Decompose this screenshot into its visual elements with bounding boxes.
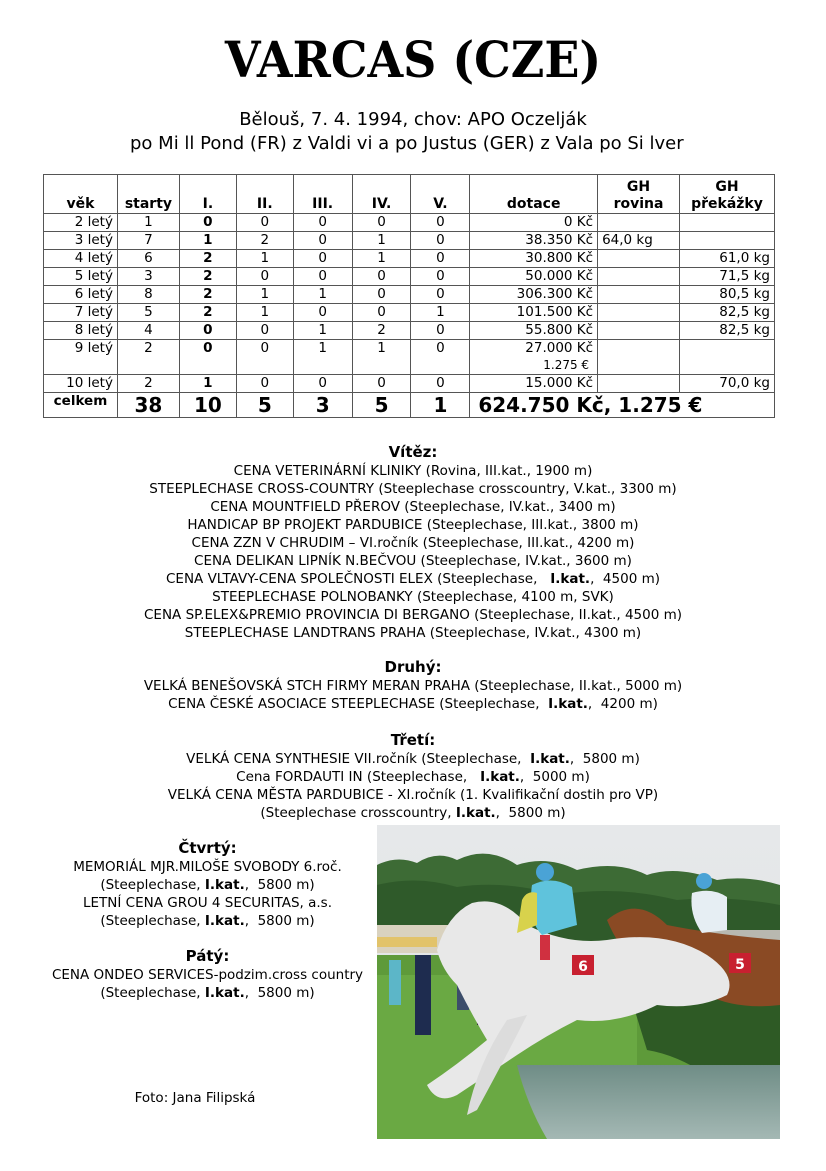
table-row xyxy=(44,340,775,375)
fourth-list xyxy=(45,858,370,930)
gh-label: GH xyxy=(626,179,651,195)
gh-flat-cell xyxy=(598,340,680,375)
prize-value-eur: 1.275 € xyxy=(543,358,590,372)
race-distance-text: , 5800 m) xyxy=(244,913,315,929)
gh-flat-cell: 64,0 kg xyxy=(598,232,680,250)
race-distance-text: , 4200 m) xyxy=(587,696,658,712)
first-place-cell: 0 xyxy=(179,340,236,375)
race-statistics-table xyxy=(43,174,775,418)
first-place-cell: 0 xyxy=(179,214,236,232)
gh-jump-cell: 71,5 kg xyxy=(679,268,774,286)
gh-jump-cell xyxy=(679,340,774,375)
col-header-fifth: V. xyxy=(411,175,470,214)
winner-list xyxy=(0,462,826,642)
col-header-gh-jump xyxy=(679,175,774,214)
third-place-section xyxy=(0,730,826,822)
race-category-bold: I.kat. xyxy=(204,985,245,1001)
prize-value: 0 Kč xyxy=(563,214,594,230)
total-first: 10 xyxy=(179,393,236,418)
gh-flat-cell xyxy=(598,286,680,304)
prize-cell xyxy=(470,214,598,232)
col-header-third: III. xyxy=(293,175,352,214)
gh-flat-cell xyxy=(598,250,680,268)
age-cell: 2 letý xyxy=(44,214,118,232)
third-place-cell: 0 xyxy=(293,250,352,268)
first-place-cell: 1 xyxy=(179,232,236,250)
race-category-bold: I.kat. xyxy=(204,877,245,893)
starts-cell: 6 xyxy=(117,250,179,268)
table-header-row xyxy=(44,175,775,214)
prize-value: 27.000 Kč xyxy=(525,340,594,356)
winner-heading: Vítěz: xyxy=(388,443,438,461)
total-fourth: 5 xyxy=(352,393,411,418)
race-result-line xyxy=(45,984,370,1002)
race-result-line: CENA DELIKAN LIPNÍK N.BEČVOU (Steeplechase, IV.kat., 3600 m) xyxy=(194,553,632,569)
fourth-place-cell: 1 xyxy=(352,250,411,268)
fifth-place-cell: 0 xyxy=(411,268,470,286)
second-place-cell: 0 xyxy=(236,340,293,375)
race-result-line: VELKÁ CENA MĚSTA PARDUBICE - XI.ročník (1. Kvalifikační dostih pro VP) xyxy=(167,787,659,803)
gh-flat-label: rovina xyxy=(613,196,664,212)
age-cell: 6 letý xyxy=(44,286,118,304)
fourth-heading: Čtvrtý: xyxy=(178,839,237,857)
fifth-place-section xyxy=(45,946,370,1002)
race-result-line: STEEPLECHASE CROSS-COUNTRY (Steeplechase crosscountry, V.kat., 3300 m) xyxy=(149,481,677,497)
prize-value: 30.800 Kč xyxy=(525,250,594,266)
starts-cell: 4 xyxy=(117,322,179,340)
race-result-line: LETNÍ CENA GROU 4 SECURITAS, a.s. xyxy=(82,895,332,911)
race-result-line xyxy=(0,750,826,768)
third-heading: Třetí: xyxy=(390,731,436,749)
second-place-cell: 0 xyxy=(236,322,293,340)
horse-info-line: Bělouš, 7. 4. 1994, chov: APO Oczelják xyxy=(239,109,587,130)
race-result-line: VELKÁ BENEŠOVSKÁ STCH FIRMY MERAN PRAHA (Steeplechase, II.kat., 5000 m) xyxy=(143,678,683,694)
race-result-line: CENA MOUNTFIELD PŘEROV (Steeplechase, IV.kat., 3400 m) xyxy=(210,499,616,515)
race-category-bold: I.kat. xyxy=(455,805,496,821)
gh-flat-cell xyxy=(598,268,680,286)
col-header-second: II. xyxy=(236,175,293,214)
table-row xyxy=(44,232,775,250)
race-result-line xyxy=(0,695,826,713)
second-place-cell: 2 xyxy=(236,232,293,250)
race-name-text: (Steeplechase, xyxy=(100,877,205,893)
table-row xyxy=(44,375,775,393)
gh-label: GH xyxy=(715,179,739,195)
col-header-starts: starty xyxy=(117,175,179,214)
second-place-cell: 1 xyxy=(236,286,293,304)
race-result-line: CENA ZZN V CHRUDIM – VI.ročník (Steeplechase, III.kat., 4200 m) xyxy=(191,535,635,551)
gh-flat-cell xyxy=(598,304,680,322)
race-distance-text: , 4500 m) xyxy=(590,571,661,587)
prize-cell xyxy=(470,232,598,250)
prize-value: 15.000 Kč xyxy=(525,375,594,391)
fifth-place-cell: 0 xyxy=(411,250,470,268)
gh-flat-cell xyxy=(598,214,680,232)
winner-section xyxy=(0,442,826,642)
first-place-cell: 2 xyxy=(179,286,236,304)
col-header-gh-flat xyxy=(598,175,680,214)
third-place-cell: 0 xyxy=(293,232,352,250)
saddle-number-6: 6 xyxy=(578,959,588,975)
fourth-place-cell: 1 xyxy=(352,340,411,375)
total-label: celkem xyxy=(44,393,118,418)
race-result-line: CENA SP.ELEX&PREMIO PROVINCIA DI BERGANO (Steeplechase, II.kat., 4500 m) xyxy=(143,607,683,623)
prize-cell xyxy=(470,268,598,286)
gh-flat-cell xyxy=(598,375,680,393)
starts-cell: 5 xyxy=(117,304,179,322)
total-fifth: 1 xyxy=(411,393,470,418)
fourth-place-cell: 2 xyxy=(352,322,411,340)
table-row xyxy=(44,214,775,232)
horse-name-title: VARCAS (CZE) xyxy=(224,30,602,89)
race-category-bold: I.kat. xyxy=(530,751,570,767)
race-name-text: CENA ČESKÉ ASOCIACE STEEPLECHASE (Steeplechase, xyxy=(168,696,549,712)
col-header-prize: dotace xyxy=(470,175,598,214)
third-place-cell: 1 xyxy=(293,340,352,375)
race-result-line xyxy=(45,876,370,894)
race-distance-text: , 5800 m) xyxy=(569,751,640,767)
race-category-bold: I.kat. xyxy=(204,913,245,929)
race-result-line: MEMORIÁL MJR.MILOŠE SVOBODY 6.roč. xyxy=(73,859,342,875)
col-header-fourth: IV. xyxy=(352,175,411,214)
prize-value: 50.000 Kč xyxy=(525,268,594,284)
fifth-place-cell: 0 xyxy=(411,232,470,250)
fifth-place-cell: 0 xyxy=(411,322,470,340)
fifth-list xyxy=(45,966,370,1002)
prize-cell xyxy=(470,250,598,268)
race-category-bold: I.kat. xyxy=(548,696,588,712)
fourth-place-cell: 0 xyxy=(352,304,411,322)
race-result-line xyxy=(0,570,826,588)
age-cell: 8 letý xyxy=(44,322,118,340)
third-place-cell: 0 xyxy=(293,268,352,286)
starts-cell: 2 xyxy=(117,340,179,375)
third-list xyxy=(0,750,826,822)
race-result-line xyxy=(0,768,826,786)
fourth-place-cell: 1 xyxy=(352,232,411,250)
prize-cell xyxy=(470,375,598,393)
race-distance-text: , 5000 m) xyxy=(519,769,590,785)
race-result-line xyxy=(0,804,826,822)
fourth-place-section xyxy=(45,838,370,930)
second-place-cell: 0 xyxy=(236,214,293,232)
table-row xyxy=(44,304,775,322)
race-name-text: (Steeplechase, xyxy=(100,913,205,929)
fourth-place-cell: 0 xyxy=(352,268,411,286)
race-result-line: CENA ONDEO SERVICES-podzim.cross country xyxy=(51,967,364,983)
gh-jump-cell: 70,0 kg xyxy=(679,375,774,393)
starts-cell: 2 xyxy=(117,375,179,393)
age-cell: 5 letý xyxy=(44,268,118,286)
race-result-line: CENA VETERINÁRNÍ KLINIKY (Rovina, III.kat., 1900 m) xyxy=(233,463,593,479)
first-place-cell: 2 xyxy=(179,304,236,322)
prize-cell xyxy=(470,304,598,322)
fifth-place-cell: 0 xyxy=(411,340,470,375)
gh-jump-label: překážky xyxy=(691,196,763,212)
prize-cell xyxy=(470,322,598,340)
second-list xyxy=(0,677,826,713)
prize-value: 101.500 Kč xyxy=(516,304,594,320)
second-place-cell: 0 xyxy=(236,268,293,286)
race-name-text: Cena FORDAUTI IN (Steeplechase, xyxy=(236,769,481,785)
third-place-cell: 1 xyxy=(293,322,352,340)
steeplechase-photo xyxy=(377,825,780,1139)
third-place-cell: 0 xyxy=(293,214,352,232)
col-header-first: I. xyxy=(179,175,236,214)
fifth-heading: Pátý: xyxy=(185,947,230,965)
race-category-bold: I.kat. xyxy=(480,769,520,785)
photo-credit: Foto: Jana Filipská xyxy=(134,1090,256,1106)
race-name-text: (Steeplechase, xyxy=(100,985,205,1001)
race-distance-text: , 5800 m) xyxy=(495,805,566,821)
fourth-place-cell: 0 xyxy=(352,375,411,393)
table-row xyxy=(44,250,775,268)
prize-value: 38.350 Kč xyxy=(525,232,594,248)
col-header-age: věk xyxy=(44,175,118,214)
gh-jump-cell: 82,5 kg xyxy=(679,322,774,340)
race-result-line xyxy=(45,912,370,930)
second-place-cell: 1 xyxy=(236,250,293,268)
total-second: 5 xyxy=(236,393,293,418)
total-prize: 624.750 Kč, 1.275 € xyxy=(470,393,775,418)
starts-cell: 7 xyxy=(117,232,179,250)
total-starts: 38 xyxy=(117,393,179,418)
race-category-bold: I.kat. xyxy=(550,571,591,587)
gh-jump-cell: 80,5 kg xyxy=(679,286,774,304)
starts-cell: 8 xyxy=(117,286,179,304)
race-result-line: HANDICAP BP PROJEKT PARDUBICE (Steeplechase, III.kat., 3800 m) xyxy=(187,517,639,533)
first-place-cell: 2 xyxy=(179,250,236,268)
age-cell: 9 letý xyxy=(44,340,118,375)
second-place-cell: 0 xyxy=(236,375,293,393)
race-distance-text: , 5800 m) xyxy=(244,877,315,893)
table-total-row xyxy=(44,393,775,418)
total-third: 3 xyxy=(293,393,352,418)
saddle-number-5: 5 xyxy=(735,957,745,973)
age-cell: 7 letý xyxy=(44,304,118,322)
race-name-text: VELKÁ CENA SYNTHESIE VII.ročník (Steeplechase, xyxy=(186,751,531,767)
pedigree-line: po Mi ll Pond (FR) z Valdi vi a po Justus (GER) z Vala po Si lver xyxy=(130,133,684,154)
table-row xyxy=(44,286,775,304)
first-place-cell: 2 xyxy=(179,268,236,286)
age-cell: 4 letý xyxy=(44,250,118,268)
race-result-line: STEEPLECHASE POLNOBANKY (Steeplechase, 4100 m, SVK) xyxy=(212,589,614,605)
race-name-text: CENA VLTAVY-CENA SPOLEČNOSTI ELEX (Steeplechase, xyxy=(165,571,551,587)
first-place-cell: 1 xyxy=(179,375,236,393)
table-row xyxy=(44,268,775,286)
gh-jump-cell xyxy=(679,232,774,250)
first-place-cell: 0 xyxy=(179,322,236,340)
fourth-place-cell: 0 xyxy=(352,286,411,304)
second-place-cell: 1 xyxy=(236,304,293,322)
second-heading: Druhý: xyxy=(384,658,442,676)
fifth-place-cell: 0 xyxy=(411,286,470,304)
starts-cell: 1 xyxy=(117,214,179,232)
gh-jump-cell xyxy=(679,214,774,232)
prize-cell xyxy=(470,286,598,304)
prize-cell xyxy=(470,340,598,375)
starts-cell: 3 xyxy=(117,268,179,286)
prize-value: 55.800 Kč xyxy=(525,322,594,338)
age-cell: 3 letý xyxy=(44,232,118,250)
age-cell: 10 letý xyxy=(44,375,118,393)
race-result-line: STEEPLECHASE LANDTRANS PRAHA (Steeplechase, IV.kat., 4300 m) xyxy=(184,625,642,641)
gh-jump-cell: 82,5 kg xyxy=(679,304,774,322)
gh-jump-cell: 61,0 kg xyxy=(679,250,774,268)
table-row xyxy=(44,322,775,340)
third-place-cell: 0 xyxy=(293,375,352,393)
second-place-section xyxy=(0,657,826,713)
third-place-cell: 0 xyxy=(293,304,352,322)
third-place-cell: 1 xyxy=(293,286,352,304)
race-name-text: (Steeplechase crosscountry, xyxy=(260,805,456,821)
prize-value: 306.300 Kč xyxy=(516,286,594,302)
fifth-place-cell: 0 xyxy=(411,214,470,232)
fourth-place-cell: 0 xyxy=(352,214,411,232)
fifth-place-cell: 1 xyxy=(411,304,470,322)
race-distance-text: , 5800 m) xyxy=(244,985,315,1001)
fifth-place-cell: 0 xyxy=(411,375,470,393)
gh-flat-cell xyxy=(598,322,680,340)
